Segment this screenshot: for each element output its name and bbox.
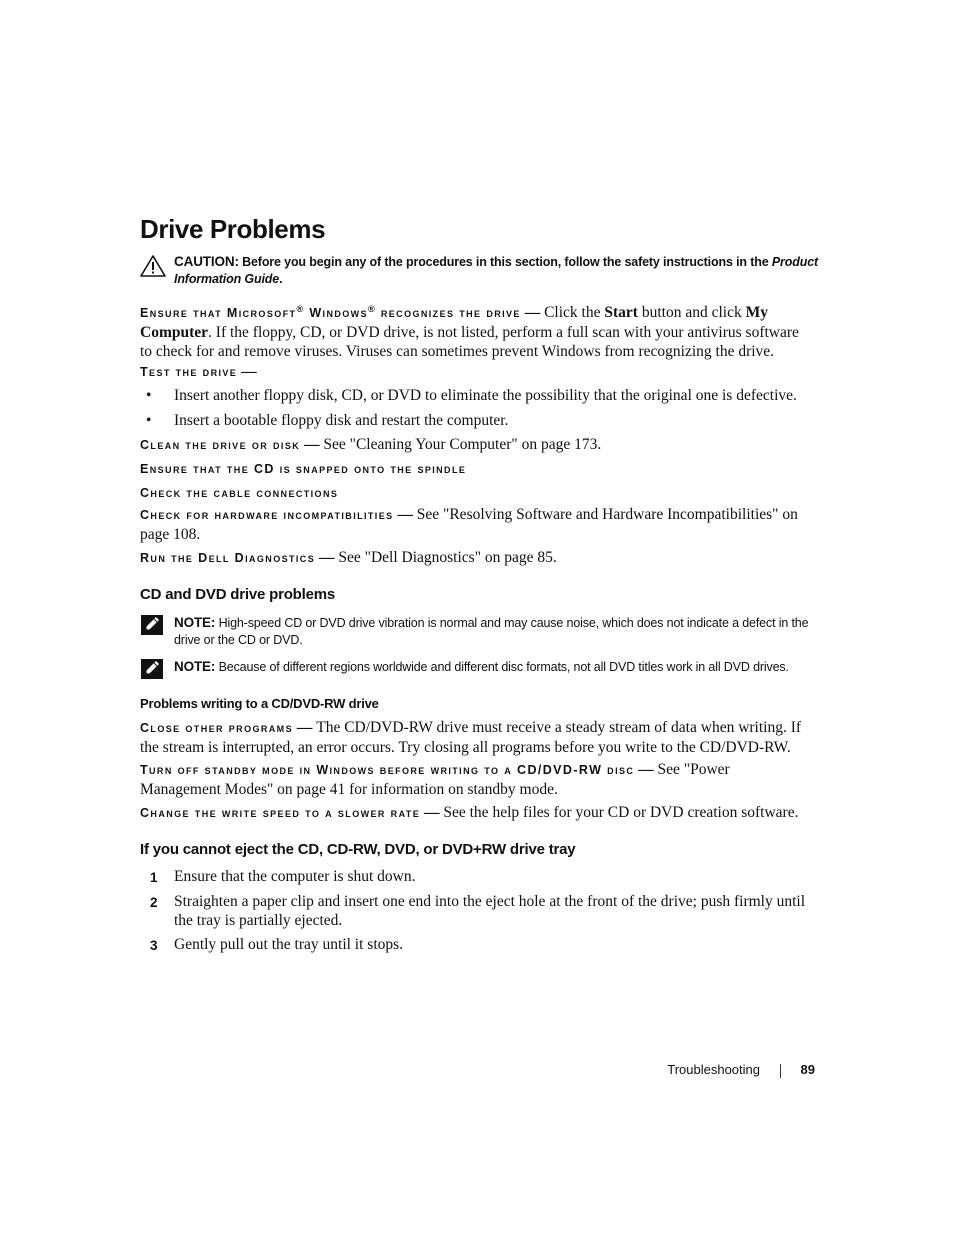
step-text: Straighten a paper clip and insert one end into the eject hole at the front of the drive; push firmly until the tray is partially ejected. — [174, 893, 806, 929]
standby-lead: Turn off standby mode in Windows before writing to a CD/DVD-RW disc — [140, 763, 635, 777]
caution-text: Before you begin any of the procedures in this section, follow the safety instructions in the — [242, 255, 769, 269]
standby-paragraph — [140, 760, 814, 799]
bullet-text: Insert another floppy disk, CD, or DVD to eliminate the possibility that the original one is defective. — [174, 387, 797, 404]
em-dash: — — [237, 363, 257, 380]
em-dash: — — [420, 804, 444, 821]
caution-label: CAUTION: — [174, 254, 239, 269]
note-text: Because of different regions worldwide and different disc formats, not all DVD titles work in all DVD drives. — [218, 660, 789, 674]
my-computer-ref: My Computer — [140, 304, 768, 342]
check-cable-lead: Check the cable connections — [140, 486, 339, 500]
ensure-windows-text-2: button and click — [637, 304, 746, 322]
step-number: 3 — [150, 938, 158, 953]
caution-end: . — [279, 271, 283, 286]
writing-problems-heading: Problems writing to a CD/DVD-RW drive — [140, 696, 379, 711]
ensure-windows-lead: Ensure that Microsoft® Windows® recognizes the drive — [140, 304, 521, 321]
bullet-icon: • — [146, 412, 152, 429]
em-dash: — — [300, 436, 324, 453]
close-programs-lead: Close other programs — [140, 721, 293, 735]
check-hw-lead: Check for hardware incompatibilities — [140, 508, 394, 522]
step-text: Ensure that the computer is shut down. — [174, 868, 416, 885]
ensure-cd-heading — [140, 459, 814, 479]
page-footer — [600, 1062, 815, 1080]
run-diag-text: See "Dell Diagnostics" on page 85. — [338, 549, 557, 566]
em-dash: — — [315, 549, 339, 566]
caution-icon — [140, 254, 166, 278]
step-number: 2 — [150, 895, 158, 910]
em-dash: — — [393, 506, 417, 523]
test-drive-heading — [140, 362, 814, 382]
start-button-ref: Start — [604, 304, 638, 322]
cd-dvd-heading: CD and DVD drive problems — [140, 586, 336, 603]
bullet-text: Insert a bootable floppy disk and restart the computer. — [174, 412, 509, 429]
ensure-windows-text-1: Click the — [544, 304, 605, 322]
bullet-icon: • — [146, 387, 152, 404]
step-text: Gently pull out the tray until it stops. — [174, 936, 404, 953]
write-speed-text: See the help files for your CD or DVD creation software. — [443, 804, 799, 821]
note-pencil-icon — [140, 658, 164, 680]
note-label: NOTE: — [174, 615, 216, 630]
footer-section-name: Troubleshooting — [667, 1062, 760, 1077]
ensure-windows-text-3: . If the floppy, CD, or DVD drive, is not listed, perform a full scan with your antivirus software to check for and remove viruses. Viruses can sometimes prevent Windows from recognizing the drive. — [140, 324, 799, 361]
step-number: 1 — [150, 870, 158, 885]
check-cable-heading — [140, 483, 814, 503]
page-number: 89 — [800, 1062, 815, 1077]
run-diag-lead: Run the Dell Diagnostics — [140, 551, 316, 565]
note-label: NOTE: — [174, 659, 216, 674]
note-pencil-icon — [140, 614, 164, 636]
write-speed-paragraph — [140, 803, 814, 823]
em-dash: — — [634, 761, 658, 778]
clean-drive-paragraph — [140, 435, 814, 455]
write-speed-lead: Change the write speed to a slower rate — [140, 806, 421, 820]
clean-drive-lead: Clean the drive or disk — [140, 438, 301, 452]
check-hw-paragraph — [140, 505, 814, 544]
close-programs-text: The CD/DVD-RW drive must receive a steady stream of data when writing. If the stream is interrupted, an error occurs. Try closing all programs before you write to the CD/DVD-RW. — [140, 719, 802, 756]
ensure-cd-lead: Ensure that the CD is snapped onto the spindle — [140, 462, 467, 476]
caution-guide-title: Product Information Guide — [174, 255, 819, 286]
footer-divider — [780, 1064, 781, 1078]
close-programs-paragraph — [140, 718, 814, 757]
em-dash: — — [520, 304, 545, 322]
page-title: Drive Problems — [140, 214, 326, 244]
ensure-windows-paragraph — [140, 300, 814, 361]
eject-heading: If you cannot eject the CD, CD-RW, DVD, or DVD+RW drive tray — [140, 841, 576, 858]
check-hw-text: See "Resolving Software and Hardware Incompatibilities" on page 108. — [140, 506, 798, 543]
run-diag-paragraph — [140, 548, 814, 568]
em-dash: — — [292, 719, 317, 736]
test-drive-lead: Test the drive — [140, 365, 238, 379]
note-text: High-speed CD or DVD drive vibration is normal and may cause noise, which does not indicate a defect in the drive or the CD or DVD. — [174, 616, 809, 647]
clean-drive-text: See "Cleaning Your Computer" on page 173. — [323, 436, 602, 453]
standby-text: See "Power Management Modes" on page 41 for information on standby mode. — [140, 761, 730, 798]
